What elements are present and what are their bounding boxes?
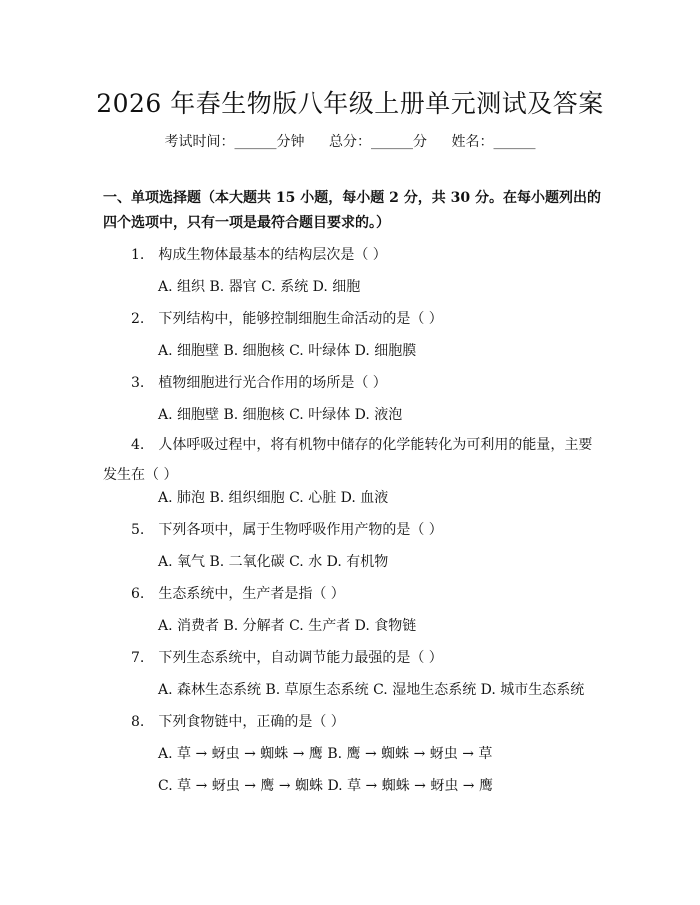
- question-7-options: A. 森林生态系统 B. 草原生态系统 C. 湿地生态系统 D. 城市生态系统: [158, 682, 585, 698]
- question-4-options: A. 肺泡 B. 组织细胞 C. 心脏 D. 血液: [158, 490, 389, 506]
- total-score-field: 总分：______分: [329, 134, 427, 150]
- question-3-stem: 3. 植物细胞进行光合作用的场所是（ ）: [131, 375, 387, 391]
- question-3-options: A. 细胞壁 B. 细胞核 C. 叶绿体 D. 液泡: [158, 407, 403, 423]
- question-8-options-cd: C. 草 → 蚜虫 → 鹰 → 蜘蛛 D. 草 → 蜘蛛 → 蚜虫 → 鹰: [158, 778, 493, 794]
- question-8-stem: 8. 下列食物链中，正确的是（ ）: [131, 714, 345, 730]
- question-2-stem: 2. 下列结构中，能够控制细胞生命活动的是（ ）: [131, 311, 443, 327]
- question-5-options: A. 氧气 B. 二氧化碳 C. 水 D. 有机物: [158, 554, 389, 570]
- question-6-options: A. 消费者 B. 分解者 C. 生产者 D. 食物链: [158, 618, 417, 634]
- question-4-stem: 4. 人体呼吸过程中，将有机物中储存的化学能转化为可利用的能量，主要发生在（ ）: [103, 437, 593, 483]
- section-heading: 一、单项选择题（本大题共 15 小题，每小题 2 分，共 30 分。在每小题列出的四个选项中，只有一项是最符合题目要求的。）: [103, 190, 601, 231]
- question-5-stem: 5. 下列各项中，属于生物呼吸作用产物的是（ ）: [131, 522, 443, 538]
- question-1-stem: 1. 构成生物体最基本的结构层次是（ ）: [131, 247, 387, 263]
- question-7-stem: 7. 下列生态系统中，自动调节能力最强的是（ ）: [131, 650, 443, 666]
- exam-meta: [0, 131, 700, 151]
- exam-time-field: 考试时间：______分钟: [164, 134, 305, 150]
- question-2-options: A. 细胞壁 B. 细胞核 C. 叶绿体 D. 细胞膜: [158, 343, 417, 359]
- question-1-options: A. 组织 B. 器官 C. 系统 D. 细胞: [158, 279, 361, 295]
- page-title: 2026 年春生物版八年级上册单元测试及答案: [96, 89, 604, 118]
- question-6-stem: 6. 生态系统中，生产者是指（ ）: [131, 586, 345, 602]
- question-8-options-ab: A. 草 → 蚜虫 → 蜘蛛 → 鹰 B. 鹰 → 蜘蛛 → 蚜虫 → 草: [158, 746, 493, 762]
- student-name-field: 姓名：______: [451, 134, 536, 150]
